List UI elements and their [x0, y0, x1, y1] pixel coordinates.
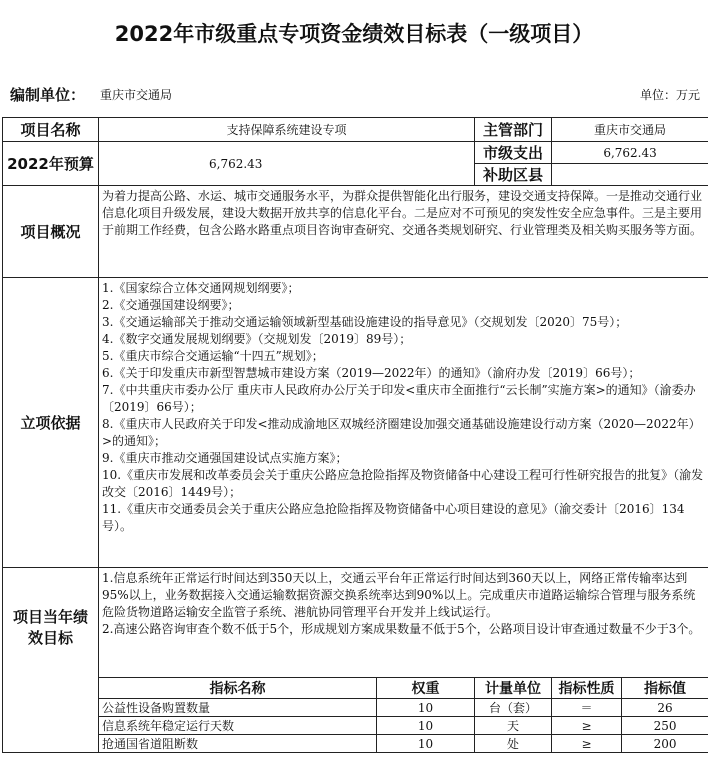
- indicator-nature: ＝: [552, 699, 622, 717]
- overview-text: 为着力提高公路、水运、城市交通服务水平，为群众提供智能化出行服务，建设交通支持保障。一是推动交通行业信息化项目升级发展，建设大数据开放共享的信息化平台。二是应对不可预见的突发性安全应急事件。三是主要用于前期工作经费，包含公路水路重点项目咨询审查研究、交通各类规划研究、行业管理类及相关购买服务等方面。: [99, 186, 708, 278]
- basis-label: 立项依据: [3, 278, 99, 568]
- basis-item: 1.《国家综合立体交通网规划纲要》；: [102, 281, 300, 295]
- overview-label: 项目概况: [3, 186, 99, 278]
- goal-item: 1.信息系统年正常运行时间达到350天以上，交通云平台年正常运行时间达到360天以上，网络正常传输率达到95%以上，业务数据接入交通运输数据资源交换系统率达到90%以上。完成重庆市道路运输综合管理与服务系统危险货物道路运输安全监管子系统、港航协同管理平台开发并上线试运行。: [102, 571, 696, 619]
- page-title: 2022年市级重点专项资金绩效目标表（一级项目）: [114, 22, 594, 46]
- col-header-nature: 指标性质: [552, 678, 622, 699]
- basis-item: 11.《重庆市交通委员会关于重庆公路应急抢险指挥及物资储备中心项目建设的意见》（渝交委计〔2016〕134号）。: [102, 502, 685, 533]
- col-header-value: 指标值: [622, 678, 708, 699]
- basis-item: 3.《交通运输部关于推动交通运输领域新型基础设施建设的指导意见》（交规划发〔2020〕75号）；: [102, 315, 628, 329]
- indicator-name: 信息系统年稳定运行天数: [99, 717, 377, 735]
- city-spend-label: 市级支出: [475, 142, 552, 164]
- indicator-unit: 处: [475, 735, 552, 753]
- org-value: 重庆市交通局: [100, 88, 173, 102]
- indicator-value: 26: [622, 699, 708, 717]
- basis-item: 9.《重庆市推动交通强国建设试点实施方案》；: [102, 451, 348, 465]
- indicator-weight: 10: [377, 735, 475, 753]
- dept-label: 主管部门: [475, 118, 552, 142]
- basis-item: 10.《重庆市发展和改革委员会关于重庆公路应急抢险指挥及物资储备中心建设工程可行性研究报告的批复》（渝发改交〔2016〕1449号）；: [102, 468, 704, 499]
- indicator-value: 200: [622, 735, 708, 753]
- goal-item: 2.高速公路咨询审查个数不低于5个，形成规划方案成果数量不低于5个，公路项目设计审查通过数量不少于3个。: [102, 622, 701, 636]
- basis-item: 2.《交通强国建设纲要》；: [102, 298, 240, 312]
- basis-item: 4.《数字交通发展规划纲要》（交规划发〔2019〕89号）；: [102, 332, 412, 346]
- basis-item: 8.《重庆市人民政府关于印发<推动成渝地区双城经济圈建设加强交通基础设施建设行动方案（2020—2022年）>的通知》；: [102, 417, 701, 448]
- indicator-nature: ≥: [552, 735, 622, 753]
- project-name-label: 项目名称: [3, 118, 99, 142]
- basis-item: 7.《中共重庆市委办公厅 重庆市人民政府办公厅关于印发<重庆市全面推行“云长制”实施方案>的通知》（渝委办〔2019〕66号）；: [102, 383, 696, 414]
- basis-list: [99, 278, 708, 568]
- dept-value: 重庆市交通局: [552, 118, 708, 142]
- basis-item: 6.《关于印发重庆市新型智慧城市建设方案（2019—2022年）的通知》（渝府办发〔2019〕66号）；: [102, 366, 641, 380]
- goals-list: [99, 568, 708, 678]
- col-header-unit: 计量单位: [475, 678, 552, 699]
- goals-label: 项目当年绩效目标: [3, 568, 99, 753]
- table-row: [3, 735, 708, 753]
- col-header-name: 指标名称: [99, 678, 377, 699]
- indicator-unit: 天: [475, 717, 552, 735]
- basis-item: 5.《重庆市综合交通运输“十四五”规划》；: [102, 349, 324, 363]
- subsidy-value: [552, 164, 708, 186]
- col-header-weight: 权重: [377, 678, 475, 699]
- indicator-value: 250: [622, 717, 708, 735]
- table-row: [3, 717, 708, 735]
- budget-value: 6,762.43: [99, 142, 475, 186]
- subsidy-label: 补助区县: [475, 164, 552, 186]
- indicator-name: 公益性设备购置数量: [99, 699, 377, 717]
- table-row: [3, 699, 708, 717]
- org-label: 编制单位：: [10, 86, 86, 104]
- city-spend-value: 6,762.43: [552, 142, 708, 164]
- budget-label: 2022年预算: [3, 142, 99, 186]
- unit-label: 单位：万元: [639, 88, 700, 102]
- indicator-weight: 10: [377, 717, 475, 735]
- indicator-nature: ≥: [552, 717, 622, 735]
- performance-table: [2, 117, 708, 753]
- project-name-value: 支持保障系统建设专项: [99, 118, 475, 142]
- indicator-weight: 10: [377, 699, 475, 717]
- indicator-name: 抢通国省道阻断数: [99, 735, 377, 753]
- indicator-unit: 台（套）: [475, 699, 552, 717]
